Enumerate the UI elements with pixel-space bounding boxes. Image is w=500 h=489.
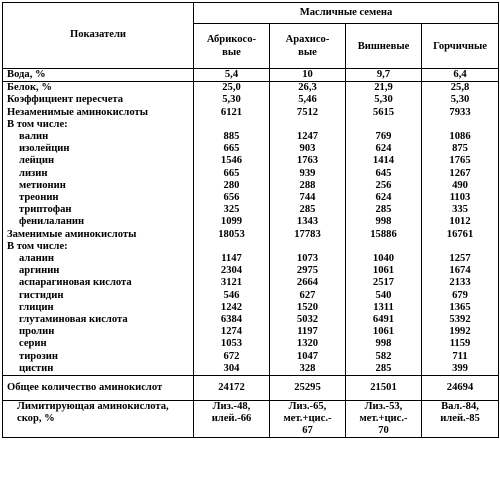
- cell-value: [194, 119, 270, 131]
- row-label: гистидин: [3, 290, 194, 302]
- row-label: изолейцин: [3, 143, 194, 155]
- row-label: глутаминовая кислота: [3, 314, 194, 326]
- limiting-row: [3, 401, 499, 438]
- cell-value: [270, 241, 346, 253]
- cell-value: 1546: [194, 155, 270, 167]
- table-row: [3, 180, 499, 192]
- cell-value: 5032: [270, 314, 346, 326]
- cell-value: 1414: [346, 155, 422, 167]
- cell-value: 1343: [270, 216, 346, 228]
- cell-value: 1061: [346, 326, 422, 338]
- row-label: метионин: [3, 180, 194, 192]
- row-label: глицин: [3, 302, 194, 314]
- cell-value: 18053: [194, 229, 270, 241]
- row-label: валин: [3, 131, 194, 143]
- cell-value: 5,30: [194, 94, 270, 106]
- cell-value: 304: [194, 363, 270, 376]
- table-row: [3, 143, 499, 155]
- row-label: аланин: [3, 253, 194, 265]
- cell-value: 1992: [422, 326, 499, 338]
- cell-value: 16761: [422, 229, 499, 241]
- cell-value: 1765: [422, 155, 499, 167]
- cell-value: 2133: [422, 277, 499, 289]
- row-label: фенилаланин: [3, 216, 194, 228]
- cell-value: 2517: [346, 277, 422, 289]
- cell-value: 15886: [346, 229, 422, 241]
- cell-value: 6121: [194, 107, 270, 119]
- cell-value: 1159: [422, 338, 499, 350]
- cell-value: 1073: [270, 253, 346, 265]
- cell-value: Лиз.-65, мет.+цис.- 67: [270, 401, 346, 438]
- cell-value: 1099: [194, 216, 270, 228]
- cell-value: 21501: [346, 376, 422, 401]
- table-body: [3, 69, 499, 376]
- cell-value: 2975: [270, 265, 346, 277]
- cell-value: 711: [422, 351, 499, 363]
- cell-value: 10: [270, 69, 346, 82]
- cell-value: 1274: [194, 326, 270, 338]
- cell-value: 998: [346, 338, 422, 350]
- table-row: [3, 204, 499, 216]
- cell-value: 1674: [422, 265, 499, 277]
- row-label: триптофан: [3, 204, 194, 216]
- cell-value: [346, 119, 422, 131]
- indicator-header: Показатели: [3, 3, 194, 69]
- table-row: [3, 277, 499, 289]
- cell-value: 582: [346, 351, 422, 363]
- cell-value: Вал.-84, илей.-85: [422, 401, 499, 438]
- cell-value: [270, 119, 346, 131]
- cell-value: 1061: [346, 265, 422, 277]
- cell-value: 6491: [346, 314, 422, 326]
- cell-value: 645: [346, 168, 422, 180]
- row-label: В том числе:: [3, 119, 194, 131]
- cell-value: 26,3: [270, 82, 346, 95]
- cell-value: 679: [422, 290, 499, 302]
- table-row: [3, 290, 499, 302]
- cell-value: 256: [346, 180, 422, 192]
- table-row: [3, 82, 499, 95]
- column-header-mustard: Горчичные: [422, 24, 499, 69]
- row-label: пролин: [3, 326, 194, 338]
- cell-value: 5,4: [194, 69, 270, 82]
- row-label: Заменимые аминокислоты: [3, 229, 194, 241]
- cell-value: 1197: [270, 326, 346, 338]
- cell-value: 1053: [194, 338, 270, 350]
- table-row: [3, 168, 499, 180]
- cell-value: 5,46: [270, 94, 346, 106]
- cell-value: 285: [346, 363, 422, 376]
- table-row: [3, 229, 499, 241]
- cell-value: 3121: [194, 277, 270, 289]
- row-label: треонин: [3, 192, 194, 204]
- cell-value: 288: [270, 180, 346, 192]
- cell-value: 624: [346, 143, 422, 155]
- cell-value: 769: [346, 131, 422, 143]
- cell-value: 1103: [422, 192, 499, 204]
- oilseed-group-header: Масличные семена: [194, 3, 499, 24]
- cell-value: 1365: [422, 302, 499, 314]
- table-row: [3, 107, 499, 119]
- table-row: [3, 192, 499, 204]
- cell-value: 6384: [194, 314, 270, 326]
- cell-value: [346, 241, 422, 253]
- cell-value: 627: [270, 290, 346, 302]
- cell-value: 665: [194, 143, 270, 155]
- cell-value: 9,7: [346, 69, 422, 82]
- total-row: [3, 376, 499, 401]
- cell-value: [194, 241, 270, 253]
- row-label: серин: [3, 338, 194, 350]
- row-label: аспарагиновая кислота: [3, 277, 194, 289]
- cell-value: 1040: [346, 253, 422, 265]
- table-row: [3, 314, 499, 326]
- cell-value: 280: [194, 180, 270, 192]
- column-header-apricot: Абрикосо- вые: [194, 24, 270, 69]
- row-label: Лимитирующая аминокислота, скор, %: [3, 401, 194, 438]
- cell-value: 1311: [346, 302, 422, 314]
- table-row: [3, 351, 499, 363]
- table-row: [3, 155, 499, 167]
- cell-value: 6,4: [422, 69, 499, 82]
- table-row: [3, 69, 499, 82]
- row-label: аргинин: [3, 265, 194, 277]
- amino-acid-table: [2, 2, 499, 438]
- cell-value: 546: [194, 290, 270, 302]
- cell-value: 875: [422, 143, 499, 155]
- cell-value: 7512: [270, 107, 346, 119]
- cell-value: Лиз.-53, мет.+цис.- 70: [346, 401, 422, 438]
- cell-value: 903: [270, 143, 346, 155]
- cell-value: 25,0: [194, 82, 270, 95]
- table-row: [3, 363, 499, 376]
- row-label: Коэффициент пересчета: [3, 94, 194, 106]
- cell-value: 1763: [270, 155, 346, 167]
- row-label: Вода, %: [3, 69, 194, 82]
- cell-value: 328: [270, 363, 346, 376]
- cell-value: [422, 119, 499, 131]
- table-row: [3, 131, 499, 143]
- column-header-peanut: Арахисо- вые: [270, 24, 346, 69]
- cell-value: 285: [270, 204, 346, 216]
- cell-value: 1320: [270, 338, 346, 350]
- row-label: лизин: [3, 168, 194, 180]
- table-row: [3, 94, 499, 106]
- cell-value: 744: [270, 192, 346, 204]
- row-label: Белок, %: [3, 82, 194, 95]
- cell-value: 1257: [422, 253, 499, 265]
- cell-value: 2664: [270, 277, 346, 289]
- cell-value: 1242: [194, 302, 270, 314]
- table-row: [3, 119, 499, 131]
- cell-value: 885: [194, 131, 270, 143]
- cell-value: 17783: [270, 229, 346, 241]
- table-row: [3, 326, 499, 338]
- cell-value: 672: [194, 351, 270, 363]
- row-label: В том числе:: [3, 241, 194, 253]
- cell-value: 325: [194, 204, 270, 216]
- cell-value: [422, 241, 499, 253]
- table-row: [3, 302, 499, 314]
- cell-value: Лиз.-48, илей.-66: [194, 401, 270, 438]
- cell-value: 335: [422, 204, 499, 216]
- cell-value: 2304: [194, 265, 270, 277]
- row-label: лейцин: [3, 155, 194, 167]
- cell-value: 5,30: [346, 94, 422, 106]
- cell-value: 1267: [422, 168, 499, 180]
- cell-value: 21,9: [346, 82, 422, 95]
- cell-value: 5,30: [422, 94, 499, 106]
- cell-value: 998: [346, 216, 422, 228]
- amino-acid-table-container: [2, 2, 498, 487]
- row-label: тирозин: [3, 351, 194, 363]
- table-row: [3, 241, 499, 253]
- row-label: цистин: [3, 363, 194, 376]
- cell-value: 1247: [270, 131, 346, 143]
- cell-value: 665: [194, 168, 270, 180]
- cell-value: 1047: [270, 351, 346, 363]
- cell-value: 656: [194, 192, 270, 204]
- cell-value: 5392: [422, 314, 499, 326]
- cell-value: 285: [346, 204, 422, 216]
- cell-value: 5615: [346, 107, 422, 119]
- cell-value: 1147: [194, 253, 270, 265]
- column-header-cherry: Вишневые: [346, 24, 422, 69]
- cell-value: 624: [346, 192, 422, 204]
- cell-value: 490: [422, 180, 499, 192]
- table-row: [3, 265, 499, 277]
- table-row: [3, 253, 499, 265]
- table-row: [3, 338, 499, 350]
- cell-value: 399: [422, 363, 499, 376]
- cell-value: 1012: [422, 216, 499, 228]
- cell-value: 939: [270, 168, 346, 180]
- cell-value: 540: [346, 290, 422, 302]
- cell-value: 7933: [422, 107, 499, 119]
- cell-value: 25295: [270, 376, 346, 401]
- row-label: Общее количество аминокислот: [3, 376, 194, 401]
- cell-value: 24694: [422, 376, 499, 401]
- row-label: Незаменимые аминокислоты: [3, 107, 194, 119]
- cell-value: 24172: [194, 376, 270, 401]
- cell-value: 1086: [422, 131, 499, 143]
- cell-value: 1520: [270, 302, 346, 314]
- cell-value: 25,8: [422, 82, 499, 95]
- table-row: [3, 216, 499, 228]
